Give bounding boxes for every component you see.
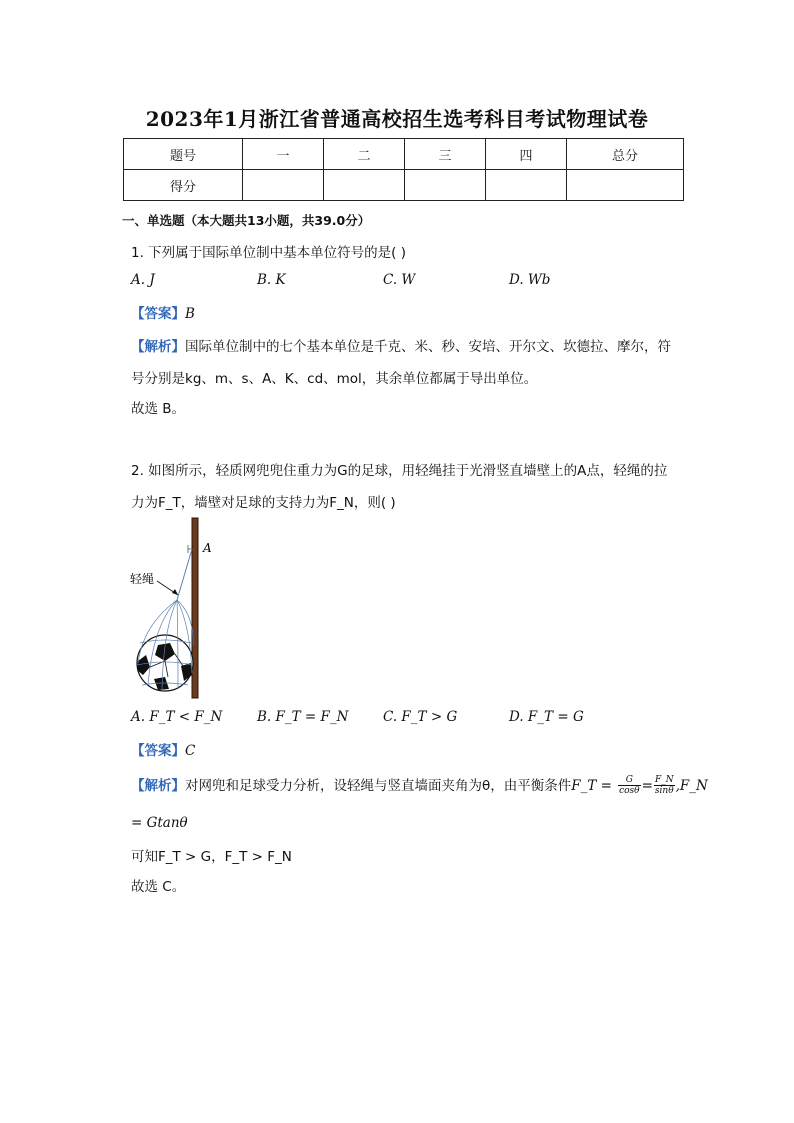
option-b: B. K [257, 272, 286, 288]
score-cell [324, 170, 405, 201]
wall [192, 518, 198, 698]
analysis-text: 国际单位制中的七个基本单位是千克、米、秒、安培、开尔文、坎德拉、摩尔，符 [185, 339, 671, 355]
option-c: C. W [383, 272, 416, 288]
point-a-label: A [203, 541, 212, 555]
option-d: D. Wb [509, 272, 551, 288]
option-d: D. F_T = G [509, 709, 584, 725]
equation-equals: = [641, 778, 653, 794]
header-cell: 四 [486, 139, 567, 170]
equation-tail: ,F_N [675, 778, 708, 794]
answer-line [131, 739, 195, 759]
header-cell: 题号 [124, 139, 243, 170]
option-c: C. F_T > G [383, 709, 458, 725]
option-a: A. F_T < F_N [131, 709, 223, 725]
analysis-text: = Gtanθ [131, 815, 188, 831]
wall-football-figure [128, 515, 218, 700]
fraction-numerator: F_N [654, 775, 674, 785]
option-a: A. J [131, 272, 155, 288]
table-row [124, 170, 684, 201]
score-table [123, 138, 684, 201]
analysis-text: 可知F_T > G，F_T > F_N [131, 849, 292, 865]
header-cell: 三 [405, 139, 486, 170]
header-cell: 二 [324, 139, 405, 170]
fraction-denominator: sinθ [654, 786, 674, 796]
answer-tag: 【答案】 [131, 743, 185, 759]
answer-line [131, 302, 195, 322]
rope-label: 轻绳 [130, 572, 155, 586]
analysis-text: 号分别是kg、m、s、A、K、cd、mol，其余单位都属于导出单位。 [131, 371, 538, 387]
question-stem: 1. 下列属于国际单位制中基本单位符号的是( ) [131, 245, 406, 261]
fraction-numerator: G [618, 775, 641, 786]
answer-tag: 【答案】 [131, 306, 185, 322]
analysis-line [131, 335, 671, 355]
conclusion: 故选 B。 [131, 401, 186, 417]
equation-lhs: F_T = [571, 778, 612, 794]
table-header-row [124, 139, 684, 170]
question-stem: 力为F_T，墙壁对足球的支持力为F_N，则( ) [131, 495, 396, 511]
conclusion: 故选 C。 [131, 879, 186, 895]
answer-value: C [185, 743, 196, 759]
fraction-g-cos [618, 775, 641, 796]
row-label: 得分 [124, 170, 243, 201]
football [137, 635, 193, 691]
header-cell: 总分 [567, 139, 684, 170]
section-heading: 一、单选题（本大题共13小题，共39.0分） [122, 213, 371, 228]
fraction-denominator: cosθ [619, 786, 640, 796]
option-b: B. F_T = F_N [257, 709, 349, 725]
header-cell: 一 [243, 139, 324, 170]
score-cell [243, 170, 324, 201]
page-title: 2023年1月浙江省普通高校招生选考科目考试物理试卷 [145, 107, 649, 131]
analysis-line [131, 772, 708, 799]
fraction-fn-sin [654, 775, 675, 796]
analysis-tag: 【解析】 [131, 778, 185, 794]
score-cell [486, 170, 567, 201]
question-stem: 2. 如图所示，轻质网兜兜住重力为G的足球，用轻绳挂于光滑竖直墙壁上的A点，轻绳的拉 [131, 463, 668, 479]
rope [177, 549, 192, 600]
analysis-text: 对网兜和足球受力分析，设轻绳与竖直墙面夹角为θ，由平衡条件 [185, 778, 572, 794]
score-cell [567, 170, 684, 201]
analysis-tag: 【解析】 [131, 339, 185, 355]
score-cell [405, 170, 486, 201]
answer-value: B [185, 306, 195, 322]
